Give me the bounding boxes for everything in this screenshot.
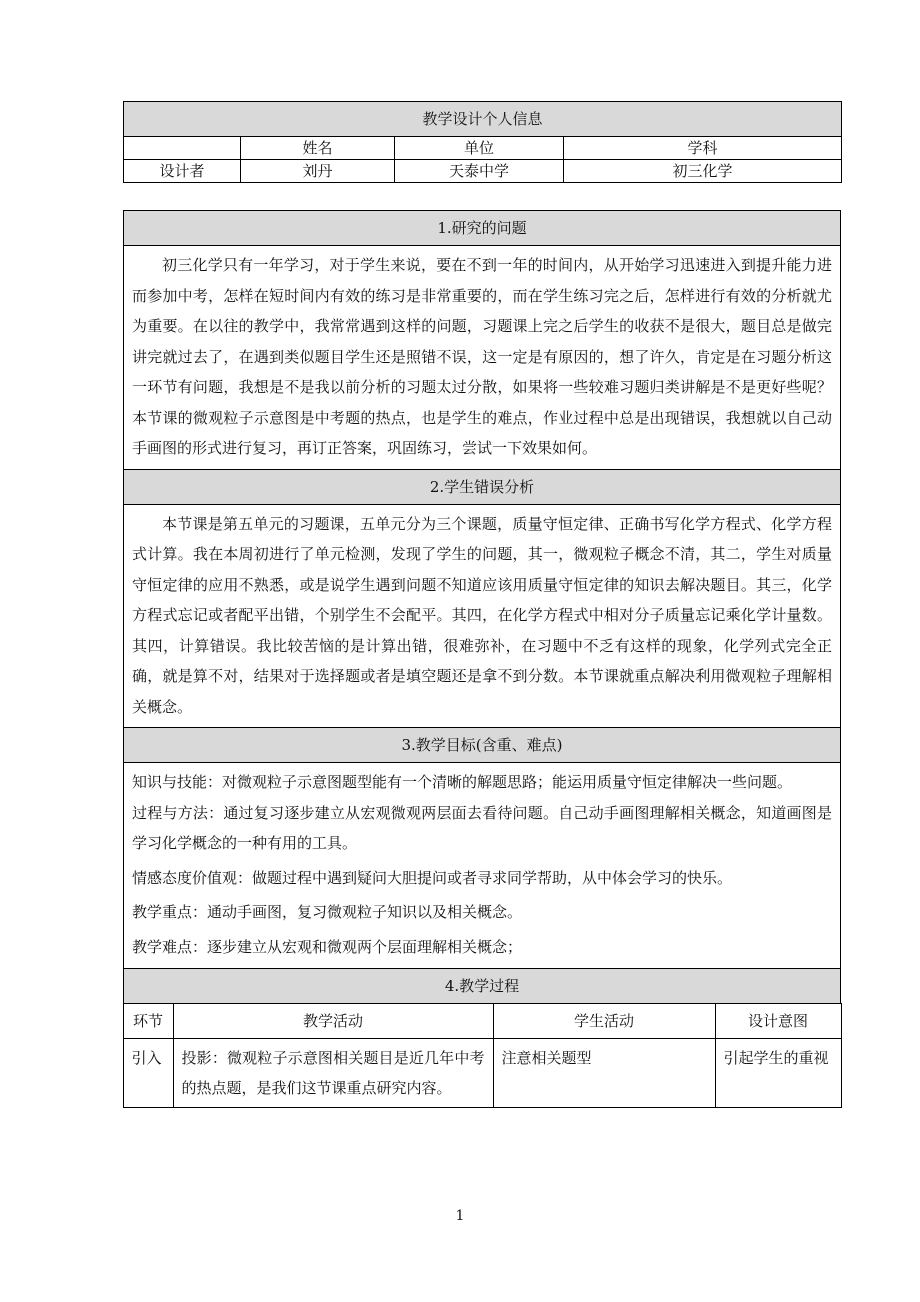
section-4-title: 4.教学过程 xyxy=(124,969,841,1004)
info-row-name: 刘丹 xyxy=(241,160,395,183)
table-row xyxy=(123,1039,841,1108)
info-table-title: 教学设计个人信息 xyxy=(124,102,842,137)
section-2-title: 2.学生错误分析 xyxy=(124,469,841,504)
info-header-name: 姓名 xyxy=(241,137,395,160)
process-step: 引入 xyxy=(123,1039,173,1108)
process-teacher-activity: 投影：微观粒子示意图相关题目是近几年中考的热点题，是我们这节课重点研究内容。 xyxy=(173,1039,493,1108)
goal-process: 过程与方法：通过复习逐步建立从宏观微观两层面去看待问题。自己动手画图理解相关概念，知道画图是学习化学概念的一种有用的工具。 xyxy=(132,803,832,852)
section-1-title: 1.研究的问题 xyxy=(124,211,841,246)
info-header-empty xyxy=(124,137,241,160)
info-header-subject: 学科 xyxy=(564,137,842,160)
process-header-teacher: 教学活动 xyxy=(173,1004,493,1039)
page-number: 1 xyxy=(455,1208,465,1224)
info-table xyxy=(123,101,842,183)
process-student-activity: 注意相关题型 xyxy=(493,1039,715,1108)
process-header-student: 学生活动 xyxy=(493,1004,715,1039)
process-header-purpose: 设计意图 xyxy=(715,1004,841,1039)
goal-difficulty: 教学难点：逐步建立从宏观和微观两个层面理解相关概念； xyxy=(132,937,523,956)
process-wrapper xyxy=(124,1004,841,1108)
section-3-title: 3.教学目标(含重、难点) xyxy=(124,728,841,763)
process-table xyxy=(123,1003,842,1108)
section-3-body xyxy=(124,763,841,969)
section-1-body: 初三化学只有一年学习，对于学生来说，要在不到一年的时间内，从开始学习迅速进入到提升能力进而参加中考，怎样在短时间内有效的练习是非常重要的，而在学生练习完之后，怎样进行有效的分析就尤为重要。在以往的教学中，我常常遇到这样的问题，习题课上完之后学生的收获不是很大，题目总是做完讲完就过去了，在遇到类似题目学生还是照错不误，这一定是有原因的，想了许久，肯定是在习题分析这一环节有问题，我想是不是我以前分析的习题太过分散，如果将一些较难习题归类讲解是不是更好些呢？本节课的微观粒子示意图是中考题的热点，也是学生的难点，作业过程中总是出现错误，我想就以自己动手画图的形式进行复习，再订正答案，巩固练习，尝试一下效果如何。 xyxy=(124,246,841,470)
info-row-subject: 初三化学 xyxy=(564,160,842,183)
main-table xyxy=(123,210,841,1107)
goal-knowledge: 知识与技能：对微观粒子示意图题型能有一个清晰的解题思路；能运用质量守恒定律解决一些问题。 xyxy=(132,773,793,791)
info-row-label: 设计者 xyxy=(124,160,241,183)
info-row-unit: 天泰中学 xyxy=(395,160,564,183)
info-header-unit: 单位 xyxy=(395,137,564,160)
process-purpose: 引起学生的重视 xyxy=(715,1039,841,1108)
section-2-body: 本节课是第五单元的习题课，五单元分为三个课题，质量守恒定律、正确书写化学方程式、化学方程式计算。我在本周初进行了单元检测，发现了学生的问题，其一，微观粒子概念不清，其二，学生对质量守恒定律的应用不熟悉，或是说学生遇到问题不知道应该用质量守恒定律的知识去解决题目。其三，化学方程式忘记或者配平出错，个别学生不会配平。其四，在化学方程式中相对分子质量忘记乘化学计量数。其四，计算错误。我比较苦恼的是计算出错，很难弥补，在习题中不乏有这样的现象，化学列式完全正确，就是算不对，结果对于选择题或者是填空题还是拿不到分数。本节课就重点解决利用微观粒子理解相关概念。 xyxy=(124,504,841,728)
goal-emotion: 情感态度价值观：做题过程中遇到疑问大胆提问或者寻求同学帮助，从中体会学习的快乐。 xyxy=(132,868,733,887)
goal-key-point: 教学重点：通动手画图，复习微观粒子知识以及相关概念。 xyxy=(132,903,523,921)
process-header-step: 环节 xyxy=(123,1004,173,1039)
